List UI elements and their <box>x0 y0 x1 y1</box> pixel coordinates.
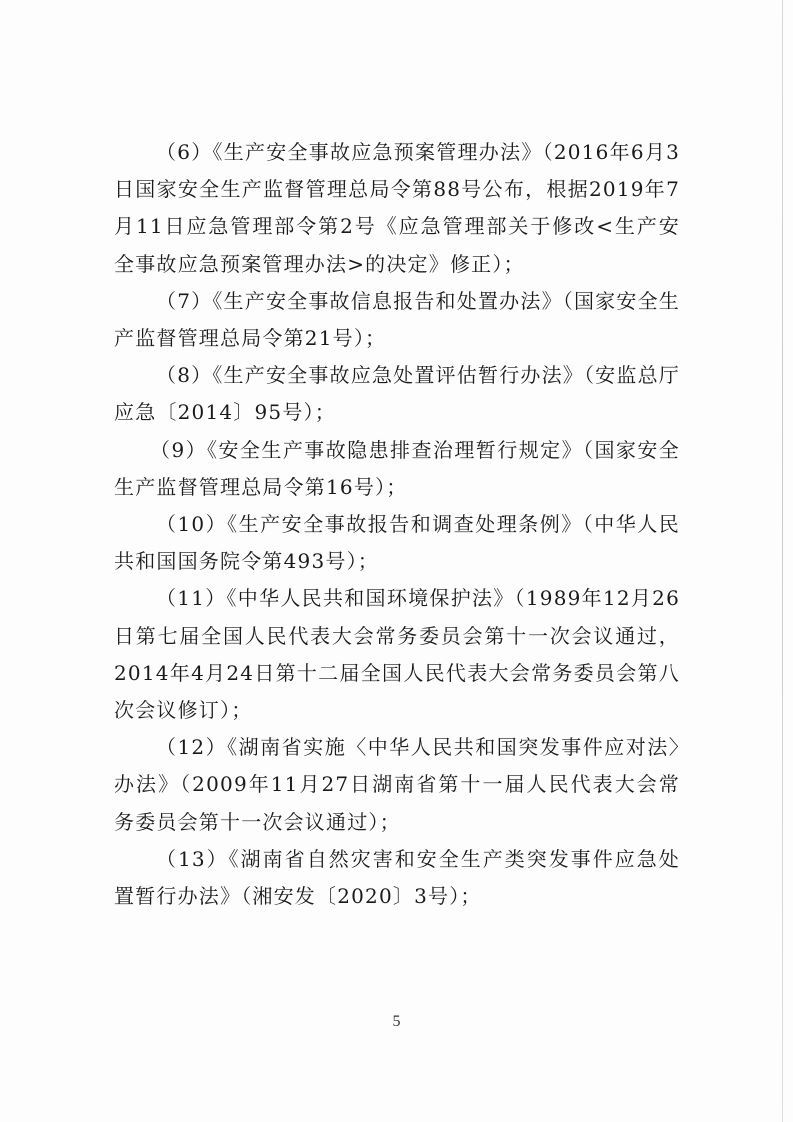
paragraph-item-9: （9）《安全生产事故隐患排查治理暂行规定》（国家安全生产监督管理总局令第16号）； <box>114 437 680 499</box>
document-body <box>114 134 680 915</box>
paragraph-item-8: （8）《生产安全事故应急处置评估暂行办法》（安监总厅应急〔2014〕95号）； <box>114 363 680 425</box>
paragraph-item-11: （11）《中华人民共和国环境保护法》（1989年12月26日第七届全国人民代表大会常务委员会第十一次会议通过，2014年4月24日第十二届全国人民代表大会常务委员会第八次会议修订）； <box>114 586 680 723</box>
page-number: 5 <box>392 1013 401 1030</box>
paragraph-item-12: （12）《湖南省实施〈中华人民共和国突发事件应对法〉办法》（2009年11月27日湖南省第十一届人民代表大会常务委员会第十一次会议通过）； <box>114 735 680 834</box>
paragraph-item-13: （13）《湖南省自然灾害和安全生产类突发事件应急处置暂行办法》（湘安发〔2020〕3号）； <box>114 846 680 909</box>
scan-edge-line <box>782 0 783 1122</box>
paragraph-item-10: （10）《生产安全事故报告和调查处理条例》（中华人民共和国国务院令第493号）； <box>114 512 680 574</box>
paragraph-item-6: （6）《生产安全事故应急预案管理办法》（2016年6月3日国家安全生产监督管理总局令第88号公布，根据2019年7月11日应急管理部令第2号《应急管理部关于修改<生产安全事故应急预案管理办法>的决定》修正）； <box>114 140 680 276</box>
paragraph-item-7: （7）《生产安全事故信息报告和处置办法》（国家安全生产监督管理总局令第21号）； <box>114 288 680 351</box>
